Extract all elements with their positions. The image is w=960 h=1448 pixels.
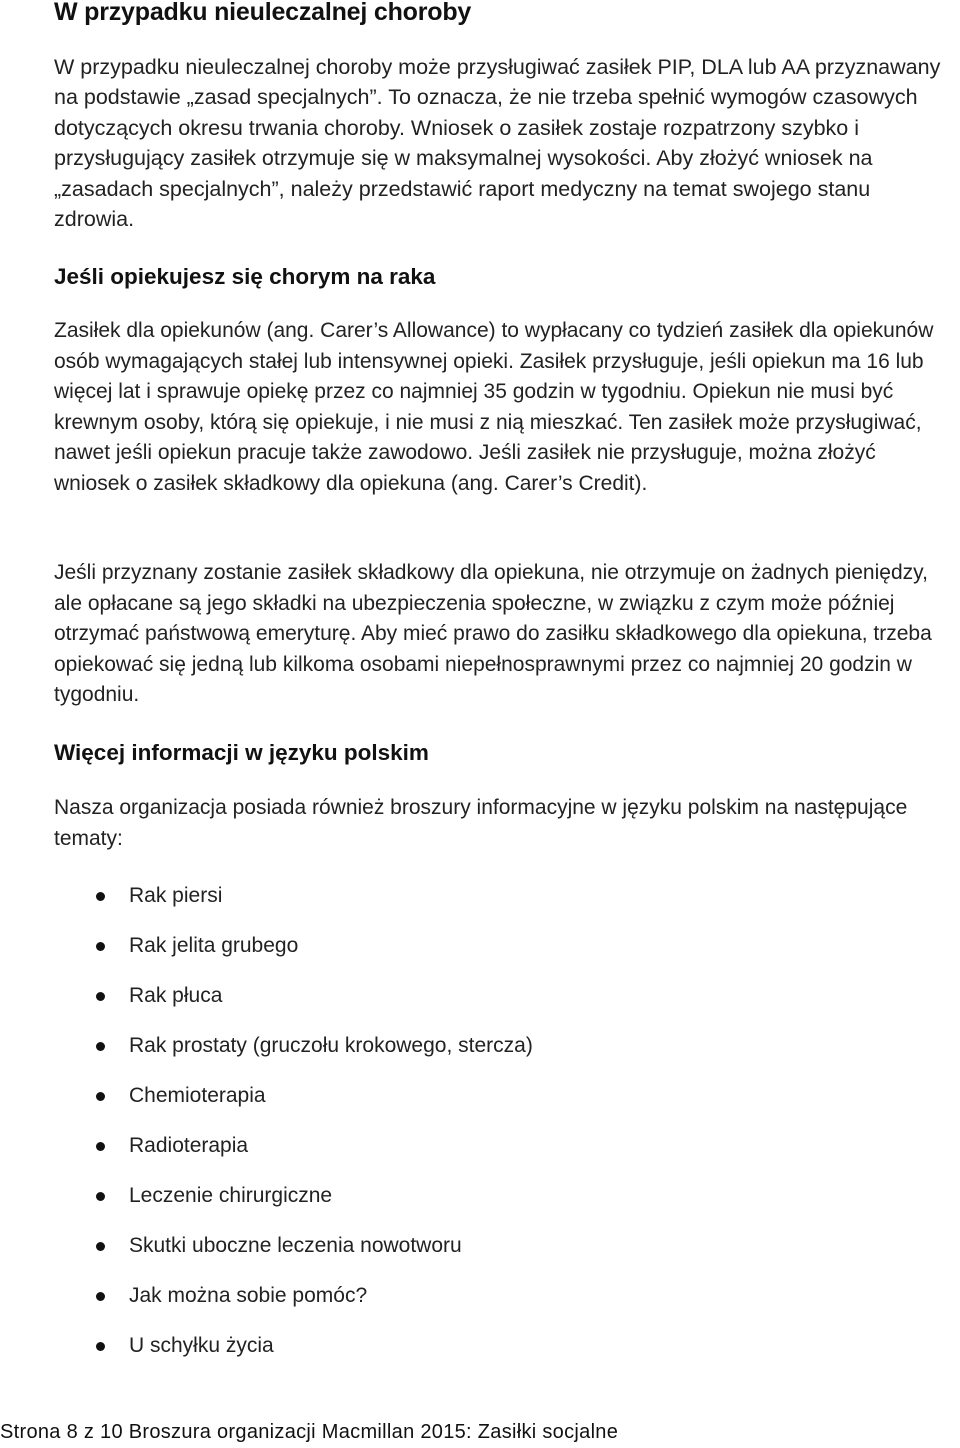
list-item xyxy=(0,879,960,929)
list-item-label: Radioterapia xyxy=(129,1134,249,1157)
bullet-icon xyxy=(96,1042,105,1051)
list-item xyxy=(0,979,960,1029)
section-heading-terminal-illness: W przypadku nieuleczalnej choroby xyxy=(54,0,472,26)
list-item-label: Chemioterapia xyxy=(129,1084,266,1107)
list-item-label: Skutki uboczne leczenia nowotworu xyxy=(129,1234,462,1257)
paragraph-terminal-illness: W przypadku nieuleczalnej choroby może przysługiwać zasiłek PIP, DLA lub AA przyznawany na podstawie „zasad specjalnych”. To oznacza, że nie trzeba spełnić wymogów czasowych dotyczących okresu trwania choroby. Wniosek o zasiłek zostaje rozpatrzony szybko i przysługujący zasiłek otrzymuje się w maksymalnej wysokości. Aby złożyć wniosek na „zasadach specjalnych”, należy przedstawić raport medyczny na temat swojego stanu zdrowia. xyxy=(54,55,941,232)
list-item xyxy=(0,1279,960,1329)
list-item xyxy=(0,1029,960,1079)
list-item-label: Leczenie chirurgiczne xyxy=(129,1184,333,1207)
list-item xyxy=(0,1129,960,1179)
bullet-icon xyxy=(96,1192,105,1201)
paragraph-more-info: Nasza organizacja posiada również broszury informacyjne w języku polskim na następujące tematy: xyxy=(54,796,908,850)
bullet-icon xyxy=(96,892,105,901)
bullet-icon xyxy=(96,1242,105,1251)
bullet-icon xyxy=(96,942,105,951)
page-footer: Strona 8 z 10 Broszura organizacji Macmillan 2015: Zasiłki socjalne xyxy=(0,1421,619,1443)
list-item xyxy=(0,1179,960,1229)
list-item xyxy=(0,1229,960,1279)
list-item-label: U schyłku życia xyxy=(129,1334,274,1357)
paragraph-carers-credit: Jeśli przyznany zostanie zasiłek składkowy dla opiekuna, nie otrzymuje on żadnych pieniędzy, ale opłacane są jego składki na ubezpieczenia społeczne, w związku z czym może później otrzymać państwową emeryturę. Aby mieć prawo do zasiłku składkowego dla opiekuna, trzeba opiekować się jedną lub kilkoma osobami niepełnosprawnymi przez co najmniej 20 godzin w tygodniu. xyxy=(54,561,932,707)
subheading-carer: Jeśli opiekujesz się chorym na raka xyxy=(54,264,436,289)
bullet-icon xyxy=(96,992,105,1001)
list-item xyxy=(0,1329,960,1379)
list-item-label: Rak jelita grubego xyxy=(129,934,299,957)
bullet-icon xyxy=(96,1142,105,1151)
list-item-label: Rak prostaty (gruczołu krokowego, stercza) xyxy=(129,1034,533,1057)
bullet-icon xyxy=(96,1342,105,1351)
subheading-more-info: Więcej informacji w języku polskim xyxy=(54,740,429,765)
list-item xyxy=(0,1079,960,1129)
bullet-icon xyxy=(96,1092,105,1101)
list-item-label: Jak można sobie pomóc? xyxy=(129,1284,368,1307)
paragraph-carers-allowance: Zasiłek dla opiekunów (ang. Carer’s Allowance) to wypłacany co tydzień zasiłek dla opiekunów osób wymagających stałej lub intensywnej opieki. Zasiłek przysługuje, jeśli opiekun ma 16 lub więcej lat i sprawuje opiekę przez co najmniej 35 godzin w tygodniu. Opiekun nie musi być krewnym osoby, którą się opiekuje, i nie musi z nią mieszkać. Ten zasiłek może przysługiwać, nawet jeśli opiekun pracuje także zawodowo. Jeśli zasiłek nie przysługuje, można złożyć wniosek o zasiłek składkowy dla opiekuna (ang. Carer’s Credit). xyxy=(54,319,934,495)
topic-list xyxy=(0,879,960,1379)
list-item-label: Rak płuca xyxy=(129,984,223,1007)
bullet-icon xyxy=(96,1292,105,1301)
list-item-label: Rak piersi xyxy=(129,884,223,907)
list-item xyxy=(0,929,960,979)
